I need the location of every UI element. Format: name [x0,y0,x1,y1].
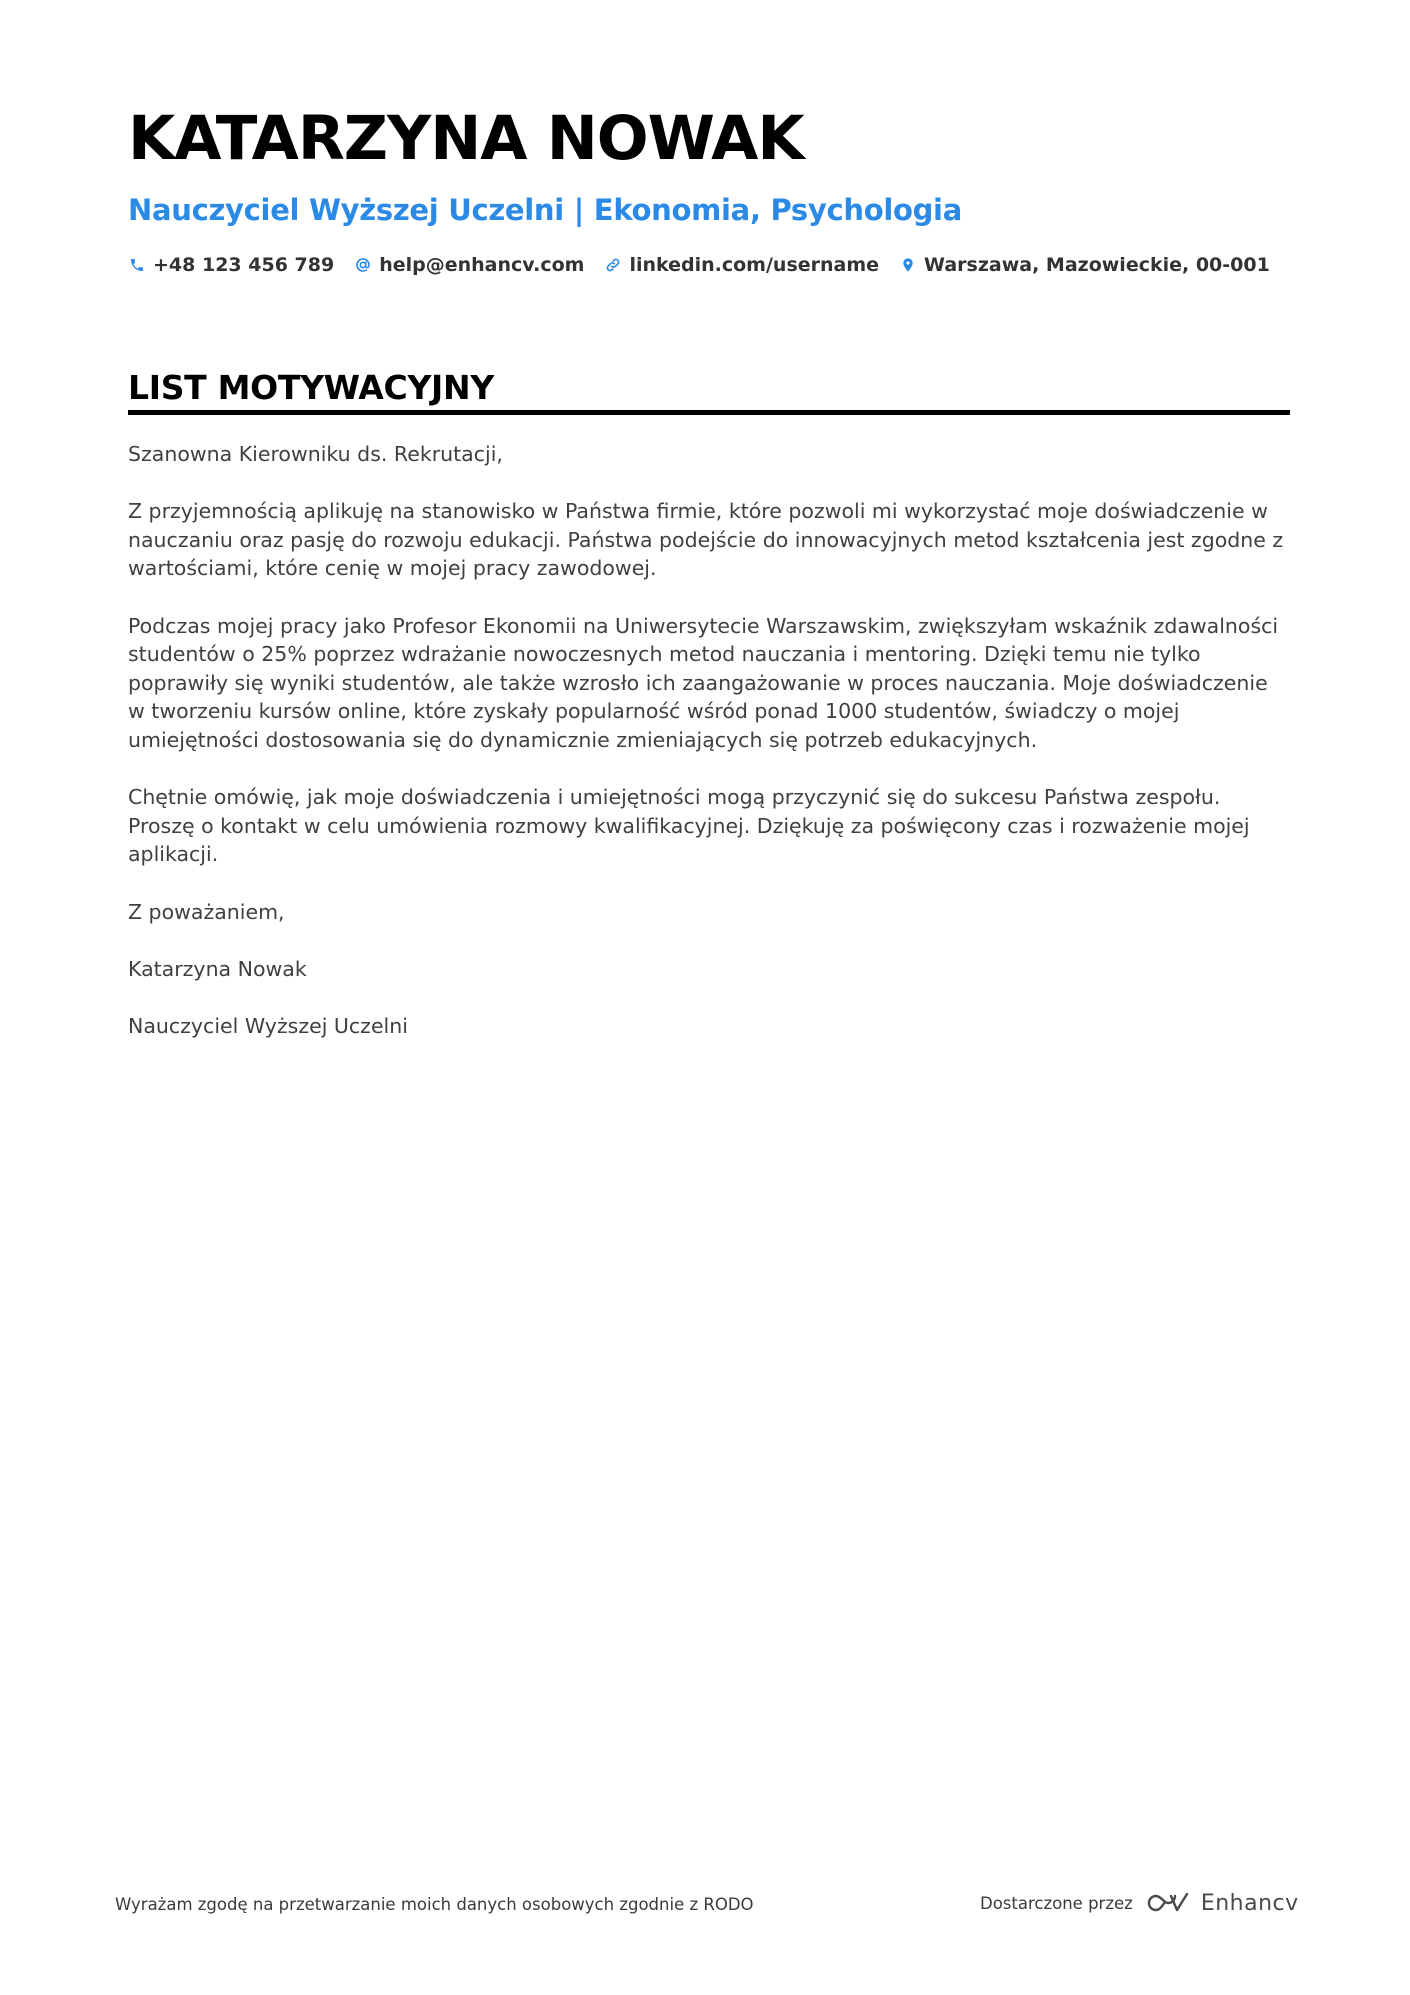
linkedin-text: linkedin.com/username [629,254,880,276]
candidate-name: KATARZYNA NOWAK [128,103,804,174]
contact-phone [128,254,334,276]
powered-by-label: Dostarczone przez [980,1893,1133,1913]
letter-salutation: Szanowna Kierowniku ds. Rekrutacji, [128,442,503,466]
phone-text: +48 123 456 789 [153,254,335,276]
letter-paragraph: Z przyjemnością aplikuję na stanowisko w Państwa firmie, które pozwoli mi wykorzystać moje doświadczenie w nauczaniu oraz pasję do rozwoju edukacji. Państwa podejście do innowacyjnych metod kształcenia jest zgodne z wartościami, które cenię w mojej pracy zawodowej. [128,499,1284,581]
letter-paragraph: Podczas mojej pracy jako Profesor Ekonomii na Uniwersytecie Warszawskim, zwiększyłam wskaźnik zdawalności studentów o 25% poprzez wdrażanie nowoczesnych metod nauczania i mentoring. Dzięki temu nie tylko poprawiły się wyniki studentów, ale także wzrosło ich zaangażowanie w proces nauczania. Moje doświadczenie w tworzeniu kursów online, które zyskały popularność wśród ponad 1000 studentów, świadczy o mojej umiejętności dostosowania się do dynamicznie zmieniających się potrzeb edukacyjnych. [128,613,1279,752]
letter-paragraph: Chętnie omówię, jak moje doświadczenia i umiejętności mogą przyczynić się do sukcesu Państwa zespołu. Proszę o kontakt w celu umówienia rozmowy kwalifikacyjnej. Dziękuję za poświęcony czas i rozważenie mojej aplikacji. [128,785,1250,867]
at-icon [354,256,372,274]
location-text: Warszawa, Mazowieckie, 00-001 [924,254,1270,276]
letter-body [128,440,1290,1069]
brand-name: Enhancv [1200,1890,1299,1916]
enhancv-logo-icon [1145,1890,1191,1916]
signature-name: Katarzyna Nowak [128,956,307,981]
powered-by[interactable] [980,1890,1299,1916]
contact-email [354,254,584,276]
letter-closing: Z poważaniem, [128,899,285,924]
contact-bar [128,254,1290,276]
map-pin-icon [899,256,917,274]
section-divider [128,410,1290,415]
gdpr-consent: Wyrażam zgodę na przetwarzanie moich danych osobowych zgodnie z RODO [115,1895,754,1914]
link-icon [604,256,622,274]
candidate-subtitle: Nauczyciel Wyższej Uczelni | Ekonomia, Psychologia [128,193,962,227]
email-text: help@enhancv.com [379,254,585,276]
phone-icon [128,256,146,274]
signature-title: Nauczyciel Wyższej Uczelni [128,1013,408,1038]
section-title: LIST MOTYWACYJNY [128,368,494,407]
contact-location [899,254,1270,276]
contact-linkedin [604,254,879,276]
